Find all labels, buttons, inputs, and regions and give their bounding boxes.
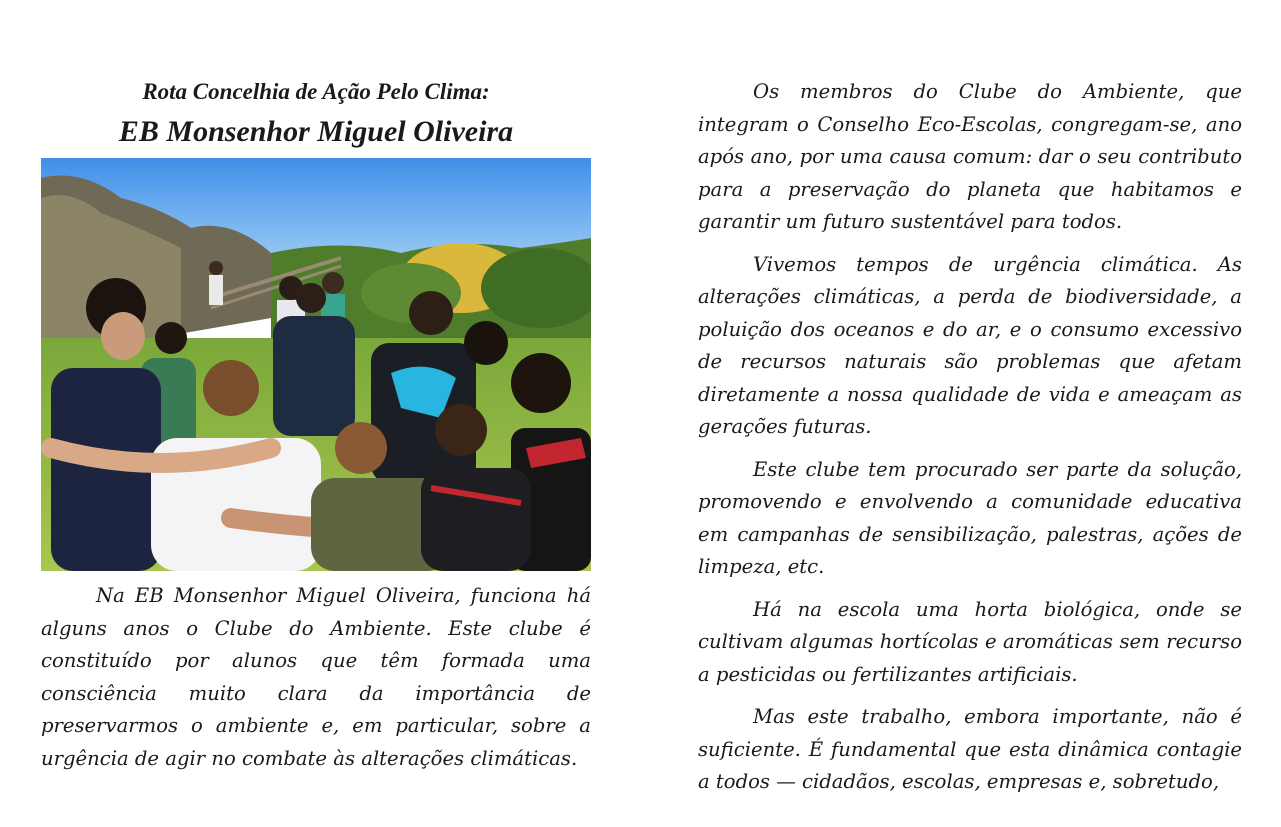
intro-paragraph: Na EB Monsenhor Miguel Oliveira, funciona há alguns anos o Clube do Ambiente. Este clube é constituído por alunos que têm formada uma consciência muito clara da importância de preservarmos o ambiente e, em particular, sobre a urgência de agir no combate às alterações climáticas. xyxy=(41,584,591,770)
paragraph-organic-garden: Há na escola uma horta biológica, onde se cultivam algumas hortícolas e aromáticas sem recurso a pesticidas ou fertilizantes artificiais. xyxy=(698,597,1242,686)
paragraph-club-actions: Este clube tem procurado ser parte da solução, promovendo e envolvendo a comunidade educativa em campanhas de sensibilização, palestras, ações de limpeza, etc. xyxy=(698,457,1242,578)
left-column xyxy=(41,76,591,775)
group-photo xyxy=(41,158,591,571)
paragraph-members: Os membros do Clube do Ambiente, que integram o Conselho Eco-Escolas, congregam-se, ano após ano, por uma causa comum: dar o seu contributo para a preservação do planeta que habitamos e garantir um futuro sustentável para todos. xyxy=(698,80,1242,233)
article-title: EB Monsenhor Miguel Oliveira xyxy=(118,115,514,148)
right-column xyxy=(698,76,1242,799)
article-subtitle: Rota Concelhia de Ação Pelo Clima: xyxy=(142,79,490,104)
paragraph-call-to-action: Mas este trabalho, embora importante, não é suficiente. É fundamental que esta dinâmica contagie a todos — cidadãos, escolas, empresas e, sobretudo, xyxy=(698,705,1242,793)
paragraph-climate-urgency: Vivemos tempos de urgência climática. As alterações climáticas, a perda de biodiversidade, a poluição dos oceanos e do ar, e o consumo excessivo de recursos naturais são problemas que afetam diretamente a nossa qualidade de vida e ameaçam as gerações futuras. xyxy=(698,252,1242,438)
